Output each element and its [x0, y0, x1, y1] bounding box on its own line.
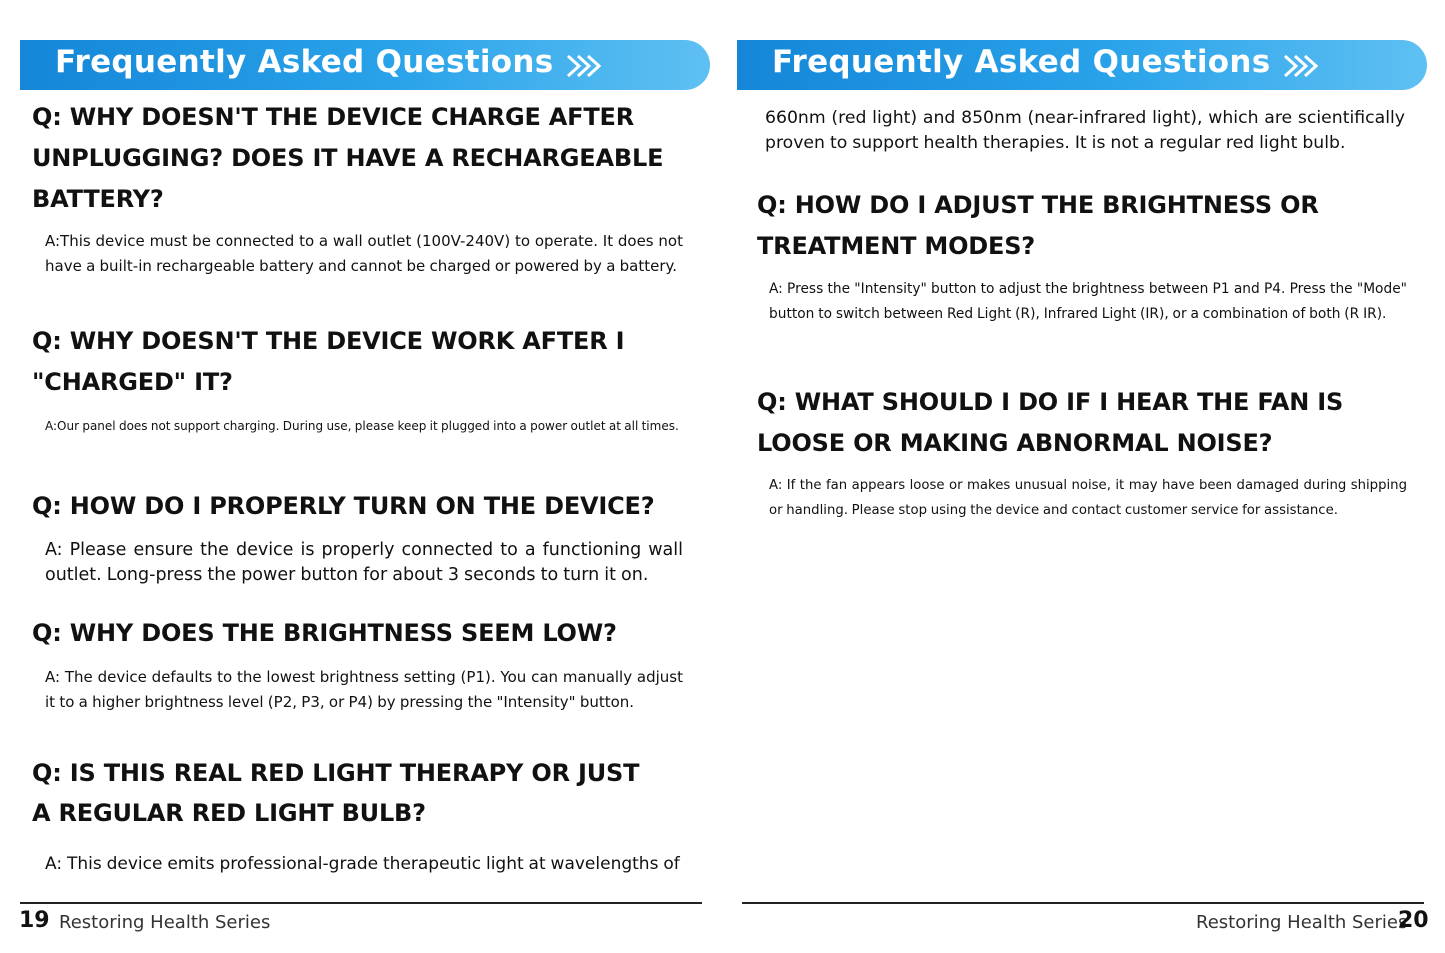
series-name: Restoring Health Series [59, 912, 271, 933]
faq-answer: A: Press the "Intensity" button to adjust the brightness between P1 and P4. Press the "Mode" button to switch between Red Light (R), Infrared Light (IR), or a combination of both (R IR). [769, 281, 1407, 322]
faq-answer-continued: 660nm (red light) and 850nm (near-infrared light), which are scientifically proven to support health therapies. It is not a regular red light bulb. [765, 108, 1405, 153]
banner-title: Frequently Asked Questions [772, 44, 1271, 80]
faq-answer: A: The device defaults to the lowest brightness setting (P1). You can manually adjust it to a higher brightness level (P2, P3, or P4) by pressing the "Intensity" button. [45, 668, 683, 711]
double-chevron-right-icon [1282, 53, 1318, 79]
faq-banner [20, 40, 710, 90]
faq-question-line: BATTERY? [32, 185, 164, 213]
faq-question-line: Q: HOW DO I ADJUST THE BRIGHTNESS OR [757, 191, 1319, 219]
faq-answer: A: Please ensure the device is properly connected to a functioning wall outlet. Long-press the power button for about 3 seconds to turn it on. [45, 540, 683, 585]
faq-question-line: TREATMENT MODES? [757, 232, 1036, 260]
faq-question-line: Q: IS THIS REAL RED LIGHT THERAPY OR JUST [32, 759, 640, 787]
footer-divider [20, 902, 702, 904]
faq-answer: A: This device emits professional-grade therapeutic light at wavelengths of [45, 854, 680, 874]
faq-question-line: Q: WHAT SHOULD I DO IF I HEAR THE FAN IS [757, 388, 1344, 416]
faq-question-line: Q: WHY DOESN'T THE DEVICE CHARGE AFTER [32, 103, 635, 131]
right-page [722, 0, 1445, 953]
faq-answer: A: If the fan appears loose or makes unusual noise, it may have been damaged during shipping or handling. Please stop using the device and contact customer service for assistance. [769, 478, 1407, 518]
faq-banner [737, 40, 1427, 90]
banner-title: Frequently Asked Questions [55, 44, 554, 80]
faq-question-line: Q: HOW DO I PROPERLY TURN ON THE DEVICE? [32, 492, 655, 520]
page-number: 19 [19, 908, 50, 933]
faq-answer: A:This device must be connected to a wall outlet (100V-240V) to operate. It does not have a built-in rechargeable battery and cannot be charged or powered by a battery. [45, 232, 683, 275]
double-chevron-right-icon [565, 53, 601, 79]
faq-question-line: LOOSE OR MAKING ABNORMAL NOISE? [757, 429, 1273, 457]
faq-question-line: A REGULAR RED LIGHT BULB? [32, 799, 426, 827]
series-name: Restoring Health Series [1196, 912, 1408, 933]
faq-question-line: "CHARGED" IT? [32, 368, 233, 396]
faq-question-line: Q: WHY DOES THE BRIGHTNESS SEEM LOW? [32, 619, 617, 647]
faq-answer: A:Our panel does not support charging. During use, please keep it plugged into a power outlet at all times. [45, 419, 679, 433]
footer-divider [742, 902, 1424, 904]
faq-question-line: Q: WHY DOESN'T THE DEVICE WORK AFTER I [32, 327, 625, 355]
left-page [0, 0, 722, 953]
page-number: 20 [1398, 908, 1429, 933]
faq-question-line: UNPLUGGING? DOES IT HAVE A RECHARGEABLE [32, 144, 664, 172]
